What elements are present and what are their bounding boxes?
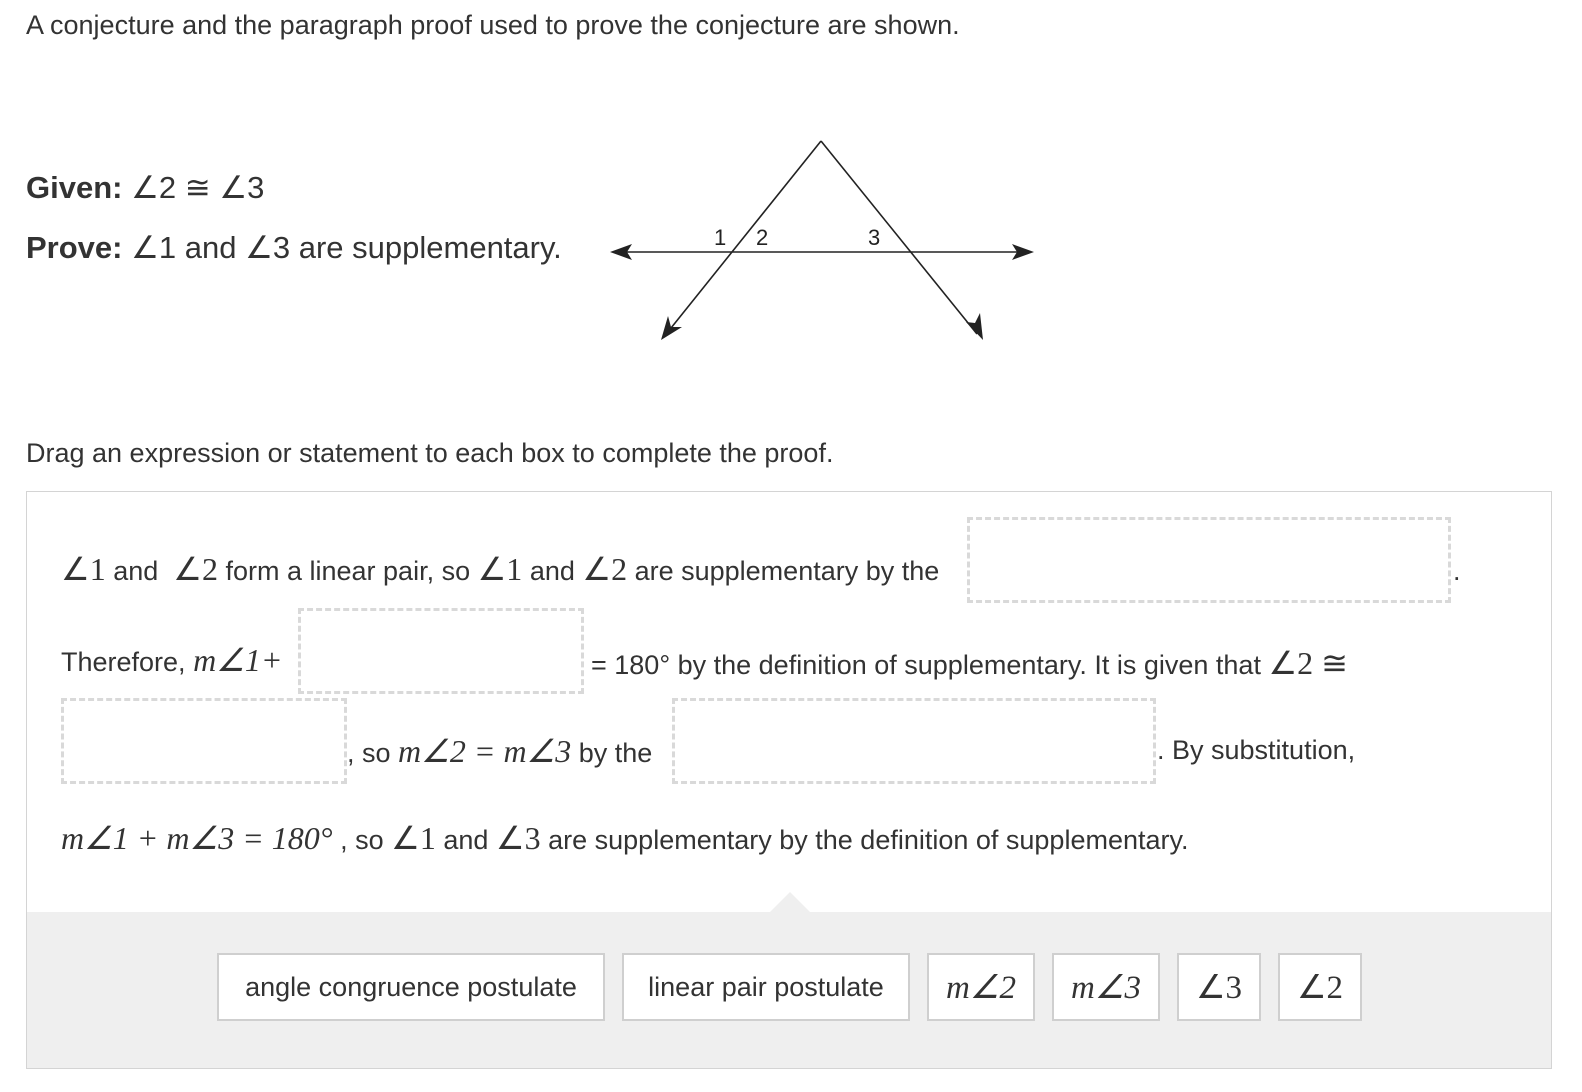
angle-1: ∠1: [477, 551, 523, 587]
lower-left-arrowhead: [661, 316, 682, 340]
choice-label: m∠3: [1071, 970, 1141, 1006]
triangle-figure: [600, 130, 1040, 345]
tray-notch: [769, 892, 811, 913]
angle-1: ∠1: [391, 820, 436, 856]
angle-label-1: 1: [714, 225, 727, 250]
proof-line-3b: . By substitution,: [1157, 735, 1356, 765]
proof-panel: [26, 491, 1552, 1069]
choice-m-angle-3[interactable]: [1052, 953, 1160, 1021]
text-180-definition: = 180° by the definition of supplementary. It is given that: [591, 650, 1261, 680]
text-so: , so: [340, 825, 384, 855]
text-and: and: [529, 556, 575, 586]
prove-statement: [26, 230, 562, 266]
angle-1: ∠1: [61, 551, 106, 587]
drag-instruction: Drag an expression or statement to each box to complete the proof.: [26, 438, 834, 468]
text-and: and: [113, 556, 159, 586]
choice-label: ∠3: [1195, 970, 1243, 1006]
text-so: , so: [347, 738, 391, 768]
given-statement: [26, 170, 264, 206]
text-conclusion: are supplementary by the definition of supplementary.: [548, 825, 1189, 855]
choice-label: angle congruence postulate: [245, 971, 577, 1002]
text-and: and: [443, 825, 489, 855]
drop-box-3[interactable]: [61, 698, 347, 784]
expr-sum-180: m∠1 + m∠3 = 180°: [61, 820, 333, 856]
drop-box-2[interactable]: [298, 608, 584, 694]
drop-box-1[interactable]: [967, 517, 1451, 603]
text-linear-pair: form a linear pair, so: [225, 556, 471, 586]
expr-m-angle-1-plus: m∠1+: [193, 642, 283, 678]
lower-right-arrowhead: [966, 313, 983, 340]
prove-text: ∠1 and ∠3 are supplementary.: [131, 230, 562, 265]
drop-box-4[interactable]: [672, 698, 1156, 784]
expr-m-angle-2-equals-m-angle-3: m∠2 = m∠3: [398, 733, 572, 769]
proof-line-3: [347, 732, 652, 770]
question-intro: A conjecture and the paragraph proof used to prove the conjecture are shown.: [26, 10, 960, 40]
choice-angle-3[interactable]: [1177, 953, 1261, 1021]
choice-label: linear pair postulate: [648, 971, 884, 1002]
proof-line-1: [61, 550, 939, 588]
given-text: ∠2 ≅ ∠3: [131, 170, 265, 205]
angle-2: ∠2: [582, 551, 628, 587]
given-label: Given:: [26, 170, 123, 205]
right-transversal: [821, 141, 977, 334]
proof-line-2: [61, 641, 282, 679]
text-by-the: by the: [578, 738, 653, 768]
angle-2: ∠2: [173, 551, 218, 587]
angle-label-2: 2: [756, 225, 769, 250]
choice-linear-pair-postulate[interactable]: [622, 953, 910, 1021]
expr-angle-2-congruent: ∠2 ≅: [1268, 645, 1348, 681]
choice-m-angle-2[interactable]: [927, 953, 1035, 1021]
choice-angle-2[interactable]: [1278, 953, 1362, 1021]
left-transversal: [667, 141, 821, 333]
proof-line-4: [61, 819, 1189, 857]
proof-line-2b: [591, 644, 1348, 682]
choice-label: ∠2: [1296, 970, 1344, 1006]
angle-label-3: 3: [868, 225, 881, 250]
angle-3: ∠3: [495, 820, 541, 856]
text-supplementary-by: are supplementary by the: [634, 556, 940, 586]
prove-label: Prove:: [26, 230, 123, 265]
choice-angle-congruence-postulate[interactable]: [217, 953, 605, 1021]
period: .: [1453, 556, 1461, 586]
text-therefore: Therefore,: [61, 647, 186, 677]
choice-label: m∠2: [946, 970, 1016, 1006]
